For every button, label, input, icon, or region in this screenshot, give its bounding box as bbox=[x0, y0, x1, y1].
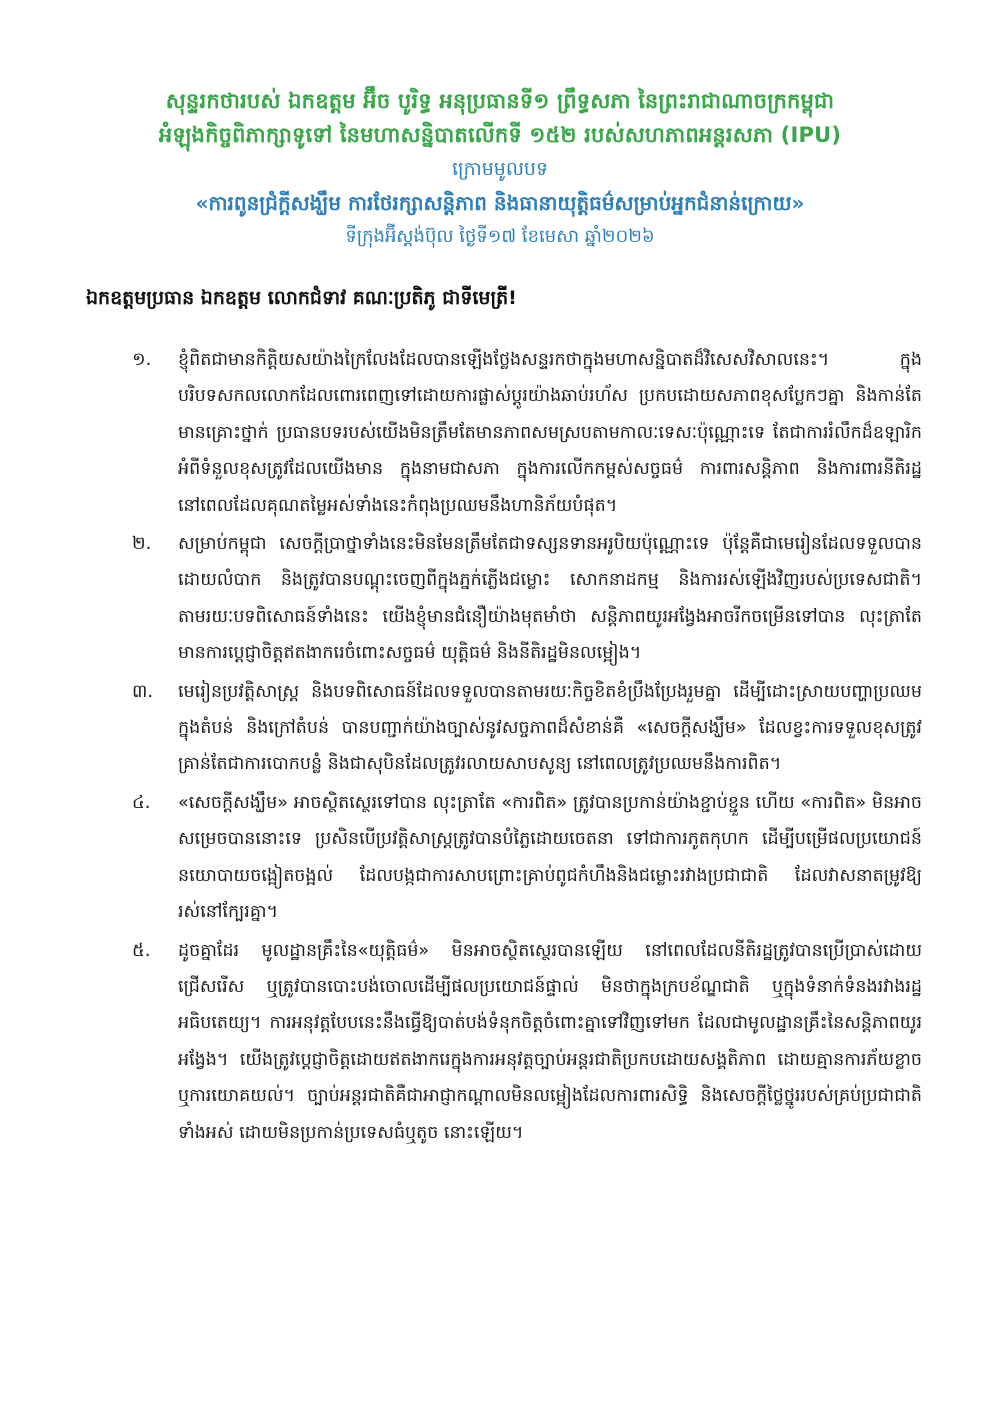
speech-title-line-1: សុន្ទរកថារបស់ ឯកឧត្តម អ៊ឹច បូរិទ្ធ អនុប្រធានទី១ ព្រឹទ្ធសភា នៃព្រះរាជាណាចក្រកម្ពុជា bbox=[165, 89, 835, 113]
paragraph-4 bbox=[132, 785, 922, 931]
paragraph-text: «សេចក្តីសង្ឃឹម» អាចស្ថិតស្ថេរទៅបាន លុះត្រាតែ «ការពិត» ត្រូវបានប្រកាន់យ៉ាងខ្ជាប់ខ្ជួន ហើយ «ការពិត» មិនអាចសម្រេចបាននោះទេ ប្រសិនបើប្រវត្តិសាស្ត្រត្រូវបានបំភ្លៃដោយចេតនា ទៅជាការភូតកុហក ដើម្បីបម្រើផលប្រយោជន៍នយោបាយចង្អៀតចង្អល់ ដែលបង្កជាការសាបព្រោះគ្រាប់ពូជកំហឹងនិងជម្លោះរវាងប្រជាជាតិ ដែលវាសនាតម្រូវឱ្យរស់នៅក្បែរគ្នា។ bbox=[178, 792, 922, 923]
theme-label: ក្រោមមូលបទ bbox=[451, 158, 549, 180]
paragraph-number: ៥. bbox=[132, 939, 151, 961]
paragraph-1 bbox=[132, 342, 922, 524]
paragraph-number: ១. bbox=[132, 349, 152, 370]
paragraph-text: ខ្ញុំពិតជាមានកិត្តិយសយ៉ាងក្រៃលែងដែលបានឡើងថ្លែងសន្ទរកថាក្នុងមហាសន្និបាតដ៏វិសេសវិសាលនេះ។ ក្នុងបរិបទសកលលោកដែលពោរពេញទៅដោយការផ្លាស់ប្តូរយ៉ាងឆាប់រហ័ស ប្រកបដោយសភាពខុសប្លែកៗគ្នា និងកាន់តែមានគ្រោះថ្នាក់ ប្រធានបទរបស់យើងមិនត្រឹមតែមានភាពសមស្របតាមកាលៈទេសៈប៉ុណ្ណោះទេ តែជាការរំលឹកដ៏ឧឡារិកអំពីទំនួលខុសត្រូវដែលយើងមាន ក្នុងនាមជាសភា ក្នុងការលើកកម្ពស់សច្ចធម៌ ការពារសន្តិភាព និងការពារនីតិរដ្ឋ នៅពេលដែលគុណតម្លៃអស់ទាំងនេះកំពុងប្រឈមនឹងហានិភ័យបំផុត។ bbox=[178, 350, 922, 516]
paragraph-5 bbox=[132, 933, 922, 1151]
paragraph-text: ដូចគ្នាដែរ មូលដ្ឋានគ្រឹះនៃ«យុត្តិធម៌» មិនអាចស្ថិតស្ថេរបានឡើយ នៅពេលដែលនីតិរដ្ឋត្រូវបានប្រើប្រាស់ដោយជ្រើសរើស ឬត្រូវបានបោះបង់ចោលដើម្បីផលប្រយោជន៍ផ្ទាល់ មិនថាក្នុងក្របខ័ណ្ឌជាតិ ឬក្នុងទំនាក់ទំនងរវាងរដ្ឋអធិបតេយ្យ។ ការអនុវត្តបែបនេះនឹងធ្វើឱ្យបាត់បង់ទំនុកចិត្តចំពោះគ្នាទៅវិញទៅមក ដែលជាមូលដ្ឋានគ្រឹះនៃសន្តិភាពយូរអង្វែង។ យើងត្រូវប្តេជ្ញាចិត្តដោយឥតងាករេក្នុងការអនុវត្តច្បាប់អន្តរជាតិប្រកបដោយសង្គតិភាព ដោយគ្មានការភ័យខ្លាច ឬការយោគយល់។ ច្បាប់អន្តរជាតិគឺជាអាជ្ញាកណ្តាលមិនលម្អៀងដែលការពារសិទ្ធិ និងសេចក្តីថ្លៃថ្នូររបស់គ្រប់ប្រជាជាតិទាំងអស់ ដោយមិនប្រកាន់ប្រទេសធំឬតូច នោះឡើយ។ bbox=[178, 940, 922, 1143]
paragraph-text: មេរៀនប្រវត្តិសាស្ត្រ និងបទពិសោធន៍ដែលទទួលបានតាមរយៈកិច្ចខិតខំប្រឹងប្រែងរួមគ្នា ដើម្បីដោះស្រាយបញ្ហាប្រឈមក្នុងតំបន់ និងក្រៅតំបន់ បានបញ្ជាក់យ៉ាងច្បាស់នូវសច្ចភាពដ៏សំខាន់គឺ «សេចក្តីសង្ឃឹម» ដែលខ្វះការទទួលខុសត្រូវ គ្រាន់តែជាការបោកបន្លំ និងជាសុបិនដែលត្រូវរលាយសាបសូន្យ នៅពេលត្រូវប្រឈមនឹងការពិត។ bbox=[178, 681, 922, 775]
speech-header bbox=[0, 84, 1000, 254]
paragraph-number: ៣. bbox=[132, 680, 154, 702]
speech-title-line-2: អំឡុងកិច្ចពិភាក្សាទូទៅ នៃមហាសន្និបាតលើកទី ១៥២ របស់សហភាពអន្តរសភា (IPU) bbox=[158, 123, 842, 147]
theme-title: «ការពូនជ្រំក្តីសង្ឃឹម ការថែរក្សាសន្តិភាព និងធានាយុត្តិធម៌សម្រាប់អ្នកជំនាន់ក្រោយ» bbox=[195, 191, 805, 215]
paragraph-number: ២. bbox=[132, 533, 152, 555]
paragraph-text: សម្រាប់កម្ពុជា សេចក្តីប្រាថ្នាទាំងនេះមិនមែនត្រឹមតែជាទស្សនទានអរូបិយប៉ុណ្ណោះទេ ប៉ុន្តែគឺជាមេរៀនដែលទទួលបានដោយលំបាក និងត្រូវបានបណ្តុះចេញពីក្នុងភ្នក់ភ្លើងជម្លោះ សោកនាដកម្ម និងការរស់ឡើងវិញរបស់ប្រទេសជាតិ។ តាមរយៈបទពិសោធន៍ទាំងនេះ យើងខ្ញុំមានជំនឿយ៉ាងមុតមាំថា សន្តិភាពយូរអង្វែងអាចរីកចម្រើនទៅបាន លុះត្រាតែមានការប្តេជ្ញាចិត្តឥតងាករេចំពោះសច្ចធម៌ យុត្តិធម៌ និងនីតិរដ្ឋមិនលម្អៀង។ bbox=[178, 534, 922, 664]
paragraph-2 bbox=[132, 526, 922, 672]
salutation: ឯកឧត្តមប្រធាន ឯកឧត្តម លោកជំទាវ គណៈប្រតិភូ ជាទីមេត្រី! bbox=[86, 287, 517, 309]
speech-body bbox=[132, 342, 922, 1153]
place-and-date: ទីក្រុងអ៊ីស្តង់ប៊ុល ថ្ងៃទី១៧ ខែមេសា ឆ្នាំ២០២៦ bbox=[345, 226, 655, 247]
paragraph-number: ៤. bbox=[132, 791, 151, 813]
paragraph-3 bbox=[132, 674, 922, 783]
